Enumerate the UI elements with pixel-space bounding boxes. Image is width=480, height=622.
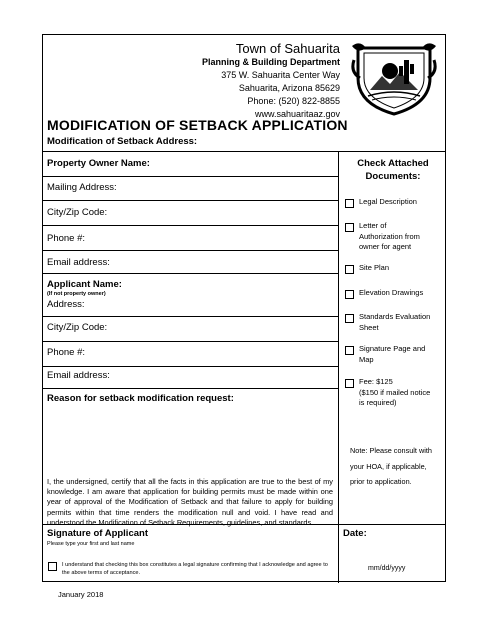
signature-hint: Please type your first and last name — [47, 541, 135, 547]
authorization-letter-label — [359, 221, 420, 253]
phone-label-2: Phone #: — [47, 347, 86, 358]
signature-checkbox[interactable] — [48, 562, 57, 571]
date-hint: mm/dd/yyyy — [368, 565, 406, 572]
street-address: 375 W. Sahuarita Center Way — [221, 70, 340, 80]
setback-address-label: Modification of Setback Address: — [47, 136, 198, 147]
email-label-2: Email address: — [47, 370, 110, 381]
town-name: Town of Sahuarita — [235, 41, 340, 56]
authorization-letter-line: Letter of — [359, 221, 387, 230]
divider — [42, 316, 338, 317]
town-seal-logo — [350, 38, 438, 116]
elevation-drawings-checkbox[interactable] — [345, 290, 354, 299]
standards-evaluation-line: Sheet — [359, 322, 379, 332]
site-plan-label: Site Plan — [359, 263, 390, 272]
reason-label: Reason for setback modification request: — [47, 393, 234, 404]
divider — [42, 250, 338, 251]
date-label: Date: — [343, 528, 367, 539]
authorization-letter-checkbox[interactable] — [345, 223, 354, 232]
signature-label: Signature of Applicant — [47, 528, 148, 539]
hoa-note-line: prior to application. — [350, 477, 412, 487]
mailing-address-label: Mailing Address: — [47, 182, 117, 193]
divider — [42, 366, 338, 367]
legal-description-checkbox[interactable] — [345, 199, 354, 208]
documents-heading-line: Check Attached — [357, 158, 429, 169]
hoa-note-line: your HOA, if applicable, — [350, 461, 427, 471]
divider — [42, 176, 338, 177]
city-zip-label: City/Zip Code: — [47, 207, 108, 218]
footer-date: January 2018 — [58, 590, 104, 599]
site-plan-checkbox[interactable] — [345, 265, 354, 274]
divider — [42, 273, 338, 274]
divider — [42, 200, 338, 201]
address-label: Address: — [47, 299, 85, 310]
signature-page-label — [359, 344, 425, 365]
divider — [42, 151, 446, 152]
website[interactable]: www.sahuaritaaz.gov — [254, 109, 340, 119]
documents-heading — [340, 158, 446, 184]
fee-label — [359, 377, 430, 409]
fee-line: is required) — [359, 398, 397, 407]
legal-description-label: Legal Description — [359, 197, 417, 206]
fee-checkbox[interactable] — [345, 379, 354, 388]
standards-evaluation-line: Standards Evaluation — [359, 312, 431, 321]
hoa-note — [350, 445, 432, 488]
department-name: Planning & Building Department — [201, 57, 340, 67]
signature-page-line: Map — [359, 354, 374, 364]
standards-evaluation-checkbox[interactable] — [345, 314, 354, 323]
city-zip-label-2: City/Zip Code: — [47, 322, 108, 333]
owner-name-label: Property Owner Name: — [47, 158, 150, 169]
fee-line: Fee: $125 — [359, 377, 393, 386]
authorization-letter-line: owner for agent — [359, 242, 412, 251]
divider — [42, 341, 338, 342]
divider — [42, 225, 338, 226]
phone: Phone: (520) 822-8855 — [247, 96, 340, 106]
phone-label: Phone #: — [47, 233, 86, 244]
column-divider — [338, 151, 339, 583]
hoa-note-line: Note: Please consult with — [350, 446, 432, 455]
city-state: Sahuarita, Arizona 85629 — [238, 83, 340, 93]
standards-evaluation-label — [359, 312, 430, 333]
fee-line: ($150 if mailed notice — [359, 387, 431, 397]
signature-page-checkbox[interactable] — [345, 346, 354, 355]
applicant-name-label: Applicant Name: — [47, 279, 122, 290]
documents-heading-line: Documents: — [365, 170, 421, 182]
elevation-drawings-label: Elevation Drawings — [359, 288, 424, 297]
signature-page-line: Signature Page and — [359, 344, 426, 353]
divider — [42, 388, 338, 389]
authorization-letter-line: Authorization from — [359, 231, 420, 241]
certification-text: I, the undersigned, certify that all the facts in this application are true to the best of my knowledge. I am aware that application for building permits must be made within one year of approval of the Modification of Setback and that failure to apply for building permits within that time renders the modification null and void. I have read and understood the Modification of Setback Requirements, guidelines, and standards. — [47, 477, 333, 527]
form-title: MODIFICATION OF SETBACK APPLICATION — [47, 117, 348, 133]
applicant-note: (If not property owner) — [47, 291, 106, 297]
signature-checkbox-text: I understand that checking this box constitutes a legal signature confirming that I acknowledge and agree to the above terms of acceptance. — [62, 562, 328, 577]
email-label: Email address: — [47, 257, 110, 268]
